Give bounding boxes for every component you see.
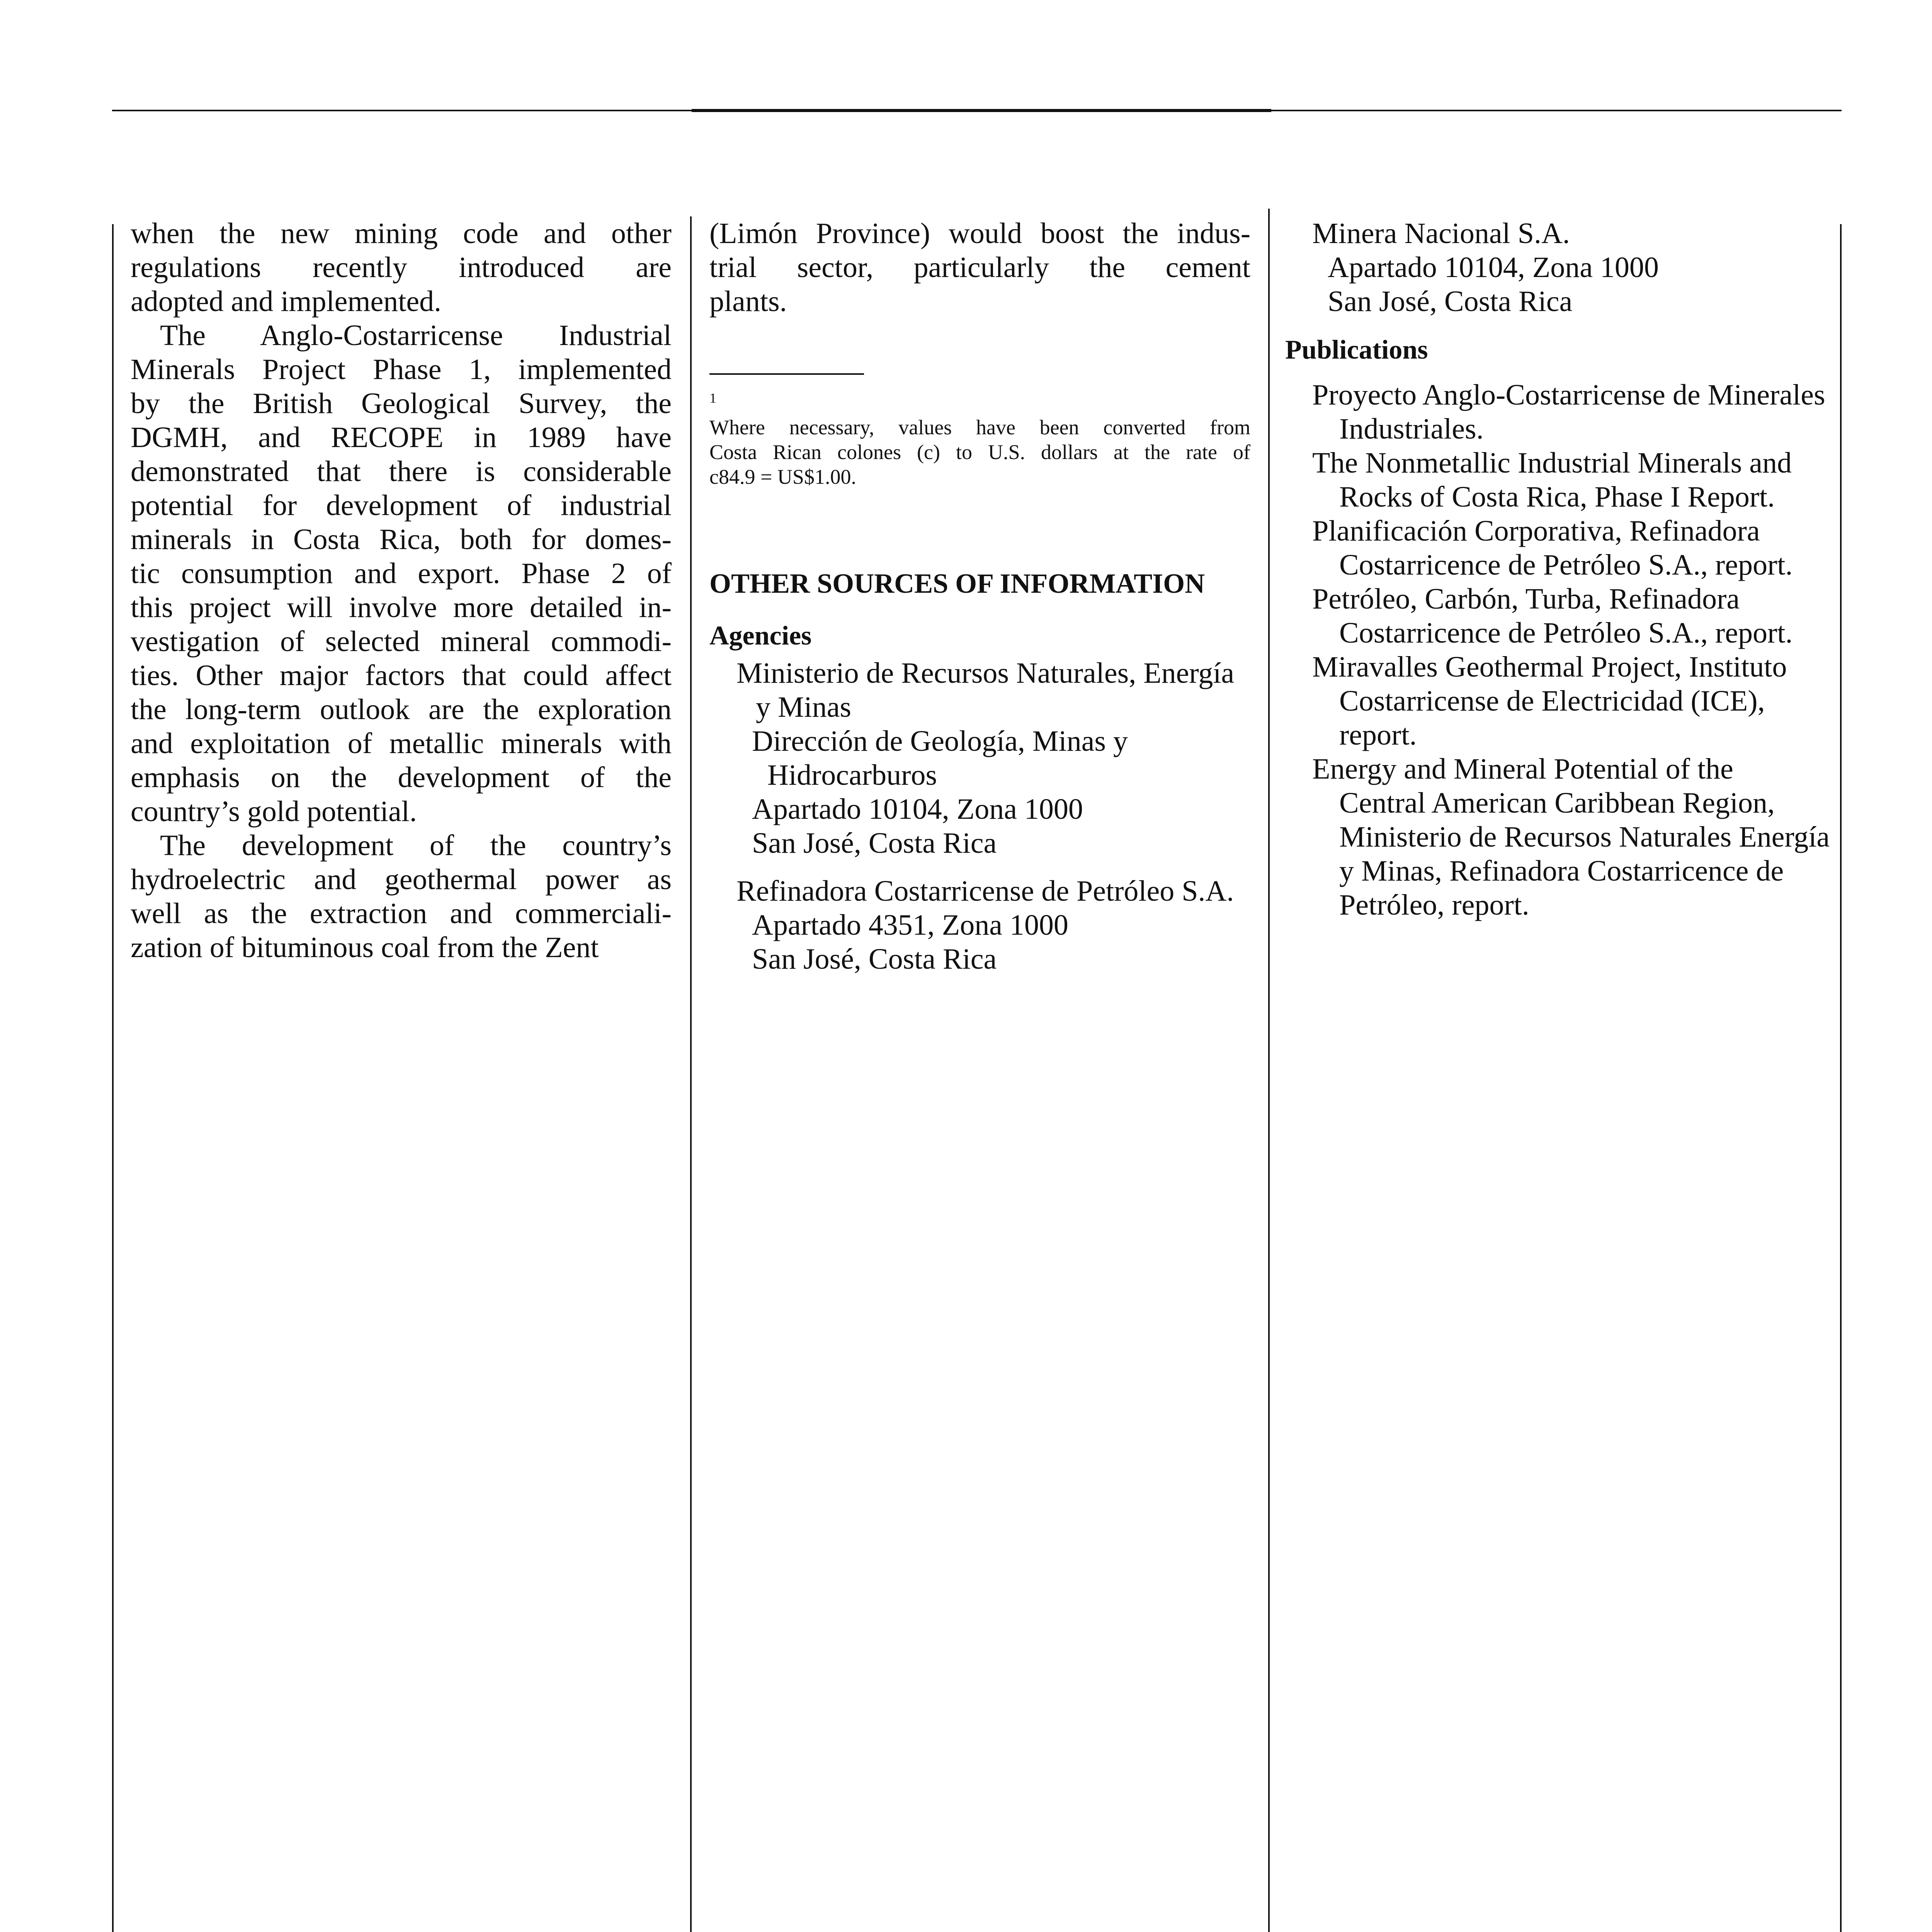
- paragraph-2: The Anglo-Costarricense Industrial Minerals Project Phase 1, implemented by the British Geological Survey, the DGMH, and RECOPE in 1989 have demonstrated that there is considerable potential for development of industrial minerals in Costa Rica, both for domes- tic consumption and export. Phase 2 of this project will involve more detailed in- vestigation of selected mineral commodi- ties. Other major factors that could affect the long-term outlook are the exploration and exploitation of metallic minerals with emphasis on the development of the country’s gold potential.: [131, 319, 672, 828]
- column-rule-middle-2: [1268, 209, 1270, 1932]
- publication-item: Proyecto Anglo-Costarricense de Minerales Industriales.: [1312, 379, 1825, 445]
- publication-item: The Nonmetallic Industrial Minerals and Rocks of Costa Rica, Phase I Report.: [1312, 447, 1792, 513]
- paragraph-1: when the new mining code and other regulations recently introduced are adopted and implemented.: [131, 217, 672, 318]
- footnote-marker: 1: [709, 390, 716, 406]
- publication-item: Planificación Corporativa, Refinadora Costarricence de Petróleo S.A., report.: [1312, 515, 1793, 581]
- column-rule-middle-1: [690, 216, 692, 1932]
- column-rule-left: [112, 224, 114, 1932]
- column-3: [1285, 216, 1834, 922]
- top-rule-bold-segment: [692, 109, 1271, 112]
- column-rule-right: [1840, 224, 1842, 1932]
- column-2: [709, 216, 1250, 976]
- paragraph-continued: (Limón Province) would boost the indus- trial sector, particularly the cement plants.: [709, 217, 1250, 318]
- section-heading: OTHER SOURCES OF INFORMATION: [709, 568, 1205, 599]
- paragraph-3: The development of the country’s hydroelectric and geothermal power as well as the extraction and commerciali- zation of bituminous coal from the Zent: [131, 829, 672, 964]
- publications-heading: Publications: [1285, 335, 1428, 365]
- agency-entry: Minera Nacional S.A. Apartado 10104, Zona 1000 San José, Costa Rica: [1312, 217, 1659, 318]
- agency-entry: Refinadora Costarricense de Petróleo S.A. Apartado 4351, Zona 1000 San José, Costa Rica: [736, 875, 1234, 975]
- publication-item: Petróleo, Carbón, Turba, Refinadora Costarricence de Petróleo S.A., report.: [1312, 583, 1793, 649]
- agencies-heading: Agencies: [709, 621, 812, 651]
- agency-entry: Ministerio de Recursos Naturales, Energía y Minas Dirección de Geología, Minas y Hidrocarburos Apartado 10104, Zona 1000 San José, Costa Rica: [736, 657, 1235, 859]
- footnote: $^1$ Where necessary, values have been converted from Costa Rican colones (c) to U.S. dollars at the rate of c84.9 = US$1.00.: [709, 390, 1250, 488]
- publications-list: [1285, 378, 1834, 922]
- footnote-rule: [709, 373, 864, 375]
- publication-item: Energy and Mineral Potential of the Central American Caribbean Region, Ministerio de Recursos Naturales Energía y Minas, Refinadora Costarricence de Petróleo, report.: [1312, 753, 1830, 921]
- column-1: [131, 216, 672, 964]
- publication-item: Miravalles Geothermal Project, Instituto Costarricense de Electricidad (ICE), report.: [1312, 651, 1787, 751]
